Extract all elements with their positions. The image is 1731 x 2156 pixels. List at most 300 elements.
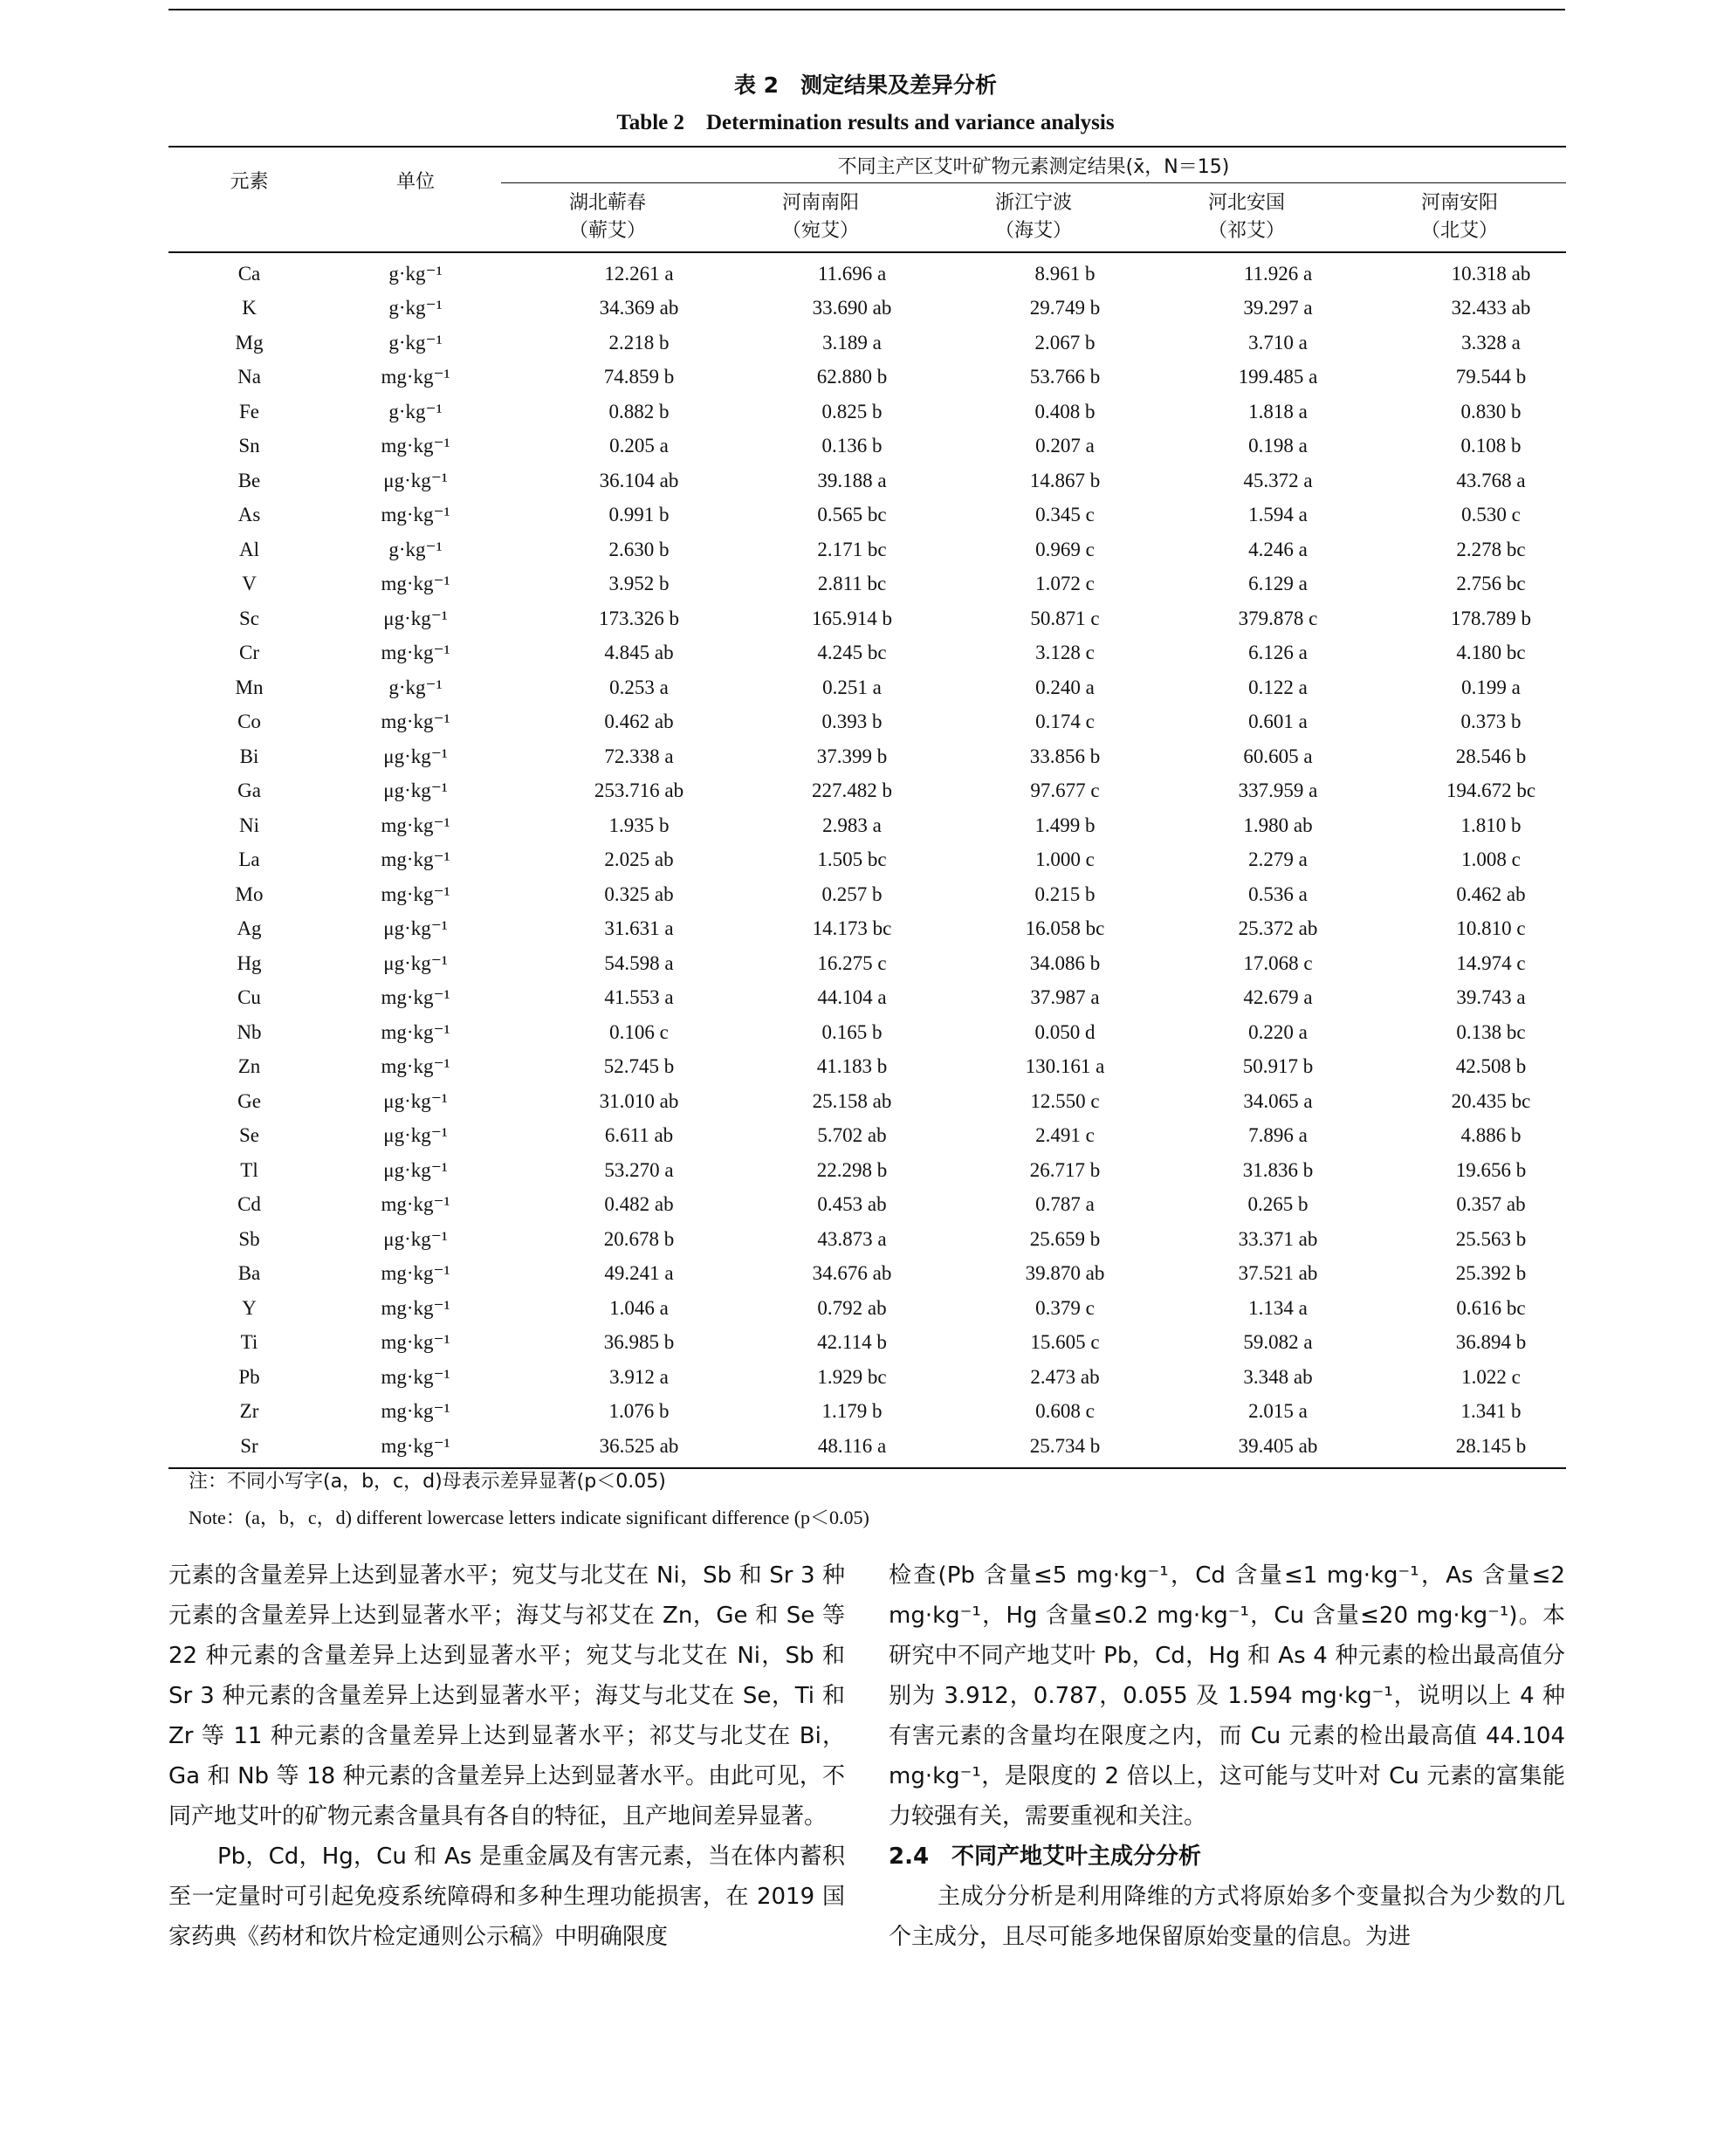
element-cell: Pb xyxy=(238,1365,260,1388)
value-cell: 1.179 b xyxy=(821,1400,883,1423)
unit-cell: μg·kg⁻¹ xyxy=(383,607,448,629)
element-cell: Sr xyxy=(168,1429,330,1468)
element-cell: Ag xyxy=(237,917,262,940)
element-cell: Fe xyxy=(239,400,259,422)
table-row xyxy=(168,1084,1566,1119)
value-cell: 0.969 c xyxy=(1035,538,1095,560)
table-row xyxy=(168,670,1566,705)
section-heading: 2.4 不同产地艾叶主成分分析 xyxy=(889,1844,1202,1870)
value-cell: 10.318 ab xyxy=(1451,262,1531,285)
value-cell: 59.082 a xyxy=(1243,1331,1313,1354)
table-row xyxy=(168,1188,1566,1223)
region-subname: （海艾） xyxy=(994,220,1072,242)
value-cell: 60.605 a xyxy=(1243,745,1313,767)
body-paragraph: Pb，Cd，Hg，Cu 和 As 是重金属及有害元素，当在体内蓄积至一定量时可引起免疫系统障碍和多种生理功能损害，在 2019 国家药典《药材和饮片检定通则公示稿》中明确限度 xyxy=(168,1844,845,1950)
table-row xyxy=(168,601,1566,636)
unit-cell: mg·kg⁻¹ xyxy=(381,573,450,595)
value-cell: 42.114 b xyxy=(817,1331,887,1354)
unit-cell: g·kg⁻¹ xyxy=(388,400,443,422)
unit-cell: mg·kg⁻¹ xyxy=(381,435,450,457)
value-cell: 4.246 a xyxy=(1248,538,1308,560)
value-cell: 41.183 b xyxy=(816,1055,888,1078)
value-cell: 227.482 b xyxy=(812,779,892,802)
value-cell: 2.279 a xyxy=(1248,848,1308,871)
body-paragraph: 检查(Pb 含量≤5 mg·kg⁻¹，Cd 含量≤1 mg·kg⁻¹，As 含量≤2 mg·kg⁻¹，Hg 含量≤0.2 mg·kg⁻¹，Cu 含量≤20 mg·kg⁻¹)。本研究中不同产地艾叶 Pb，Cd，Hg 和 As 4 种元素的检出最高值分别为 3.912，0.787，0.055 及 1.594 mg·kg⁻¹，说明以上 4 种有害元素的含量均在限度之内，而 Cu 元素的检出最高值 44.104 mg·kg⁻¹，是限度的 2 倍以上，这可能与艾叶对 Cu 元素的富集能力较强有关，需要重视和关注。 xyxy=(889,1562,1565,1830)
value-cell: 79.544 b xyxy=(1455,366,1527,388)
value-cell: 33.371 ab xyxy=(1238,1227,1318,1250)
value-cell: 36.104 ab xyxy=(599,469,679,491)
element-cell: Ga xyxy=(237,779,261,802)
value-cell: 0.601 a xyxy=(1248,711,1308,733)
unit-cell: mg·kg⁻¹ xyxy=(381,1296,450,1319)
region-subname: （宛艾） xyxy=(781,220,859,242)
value-cell: 14.867 b xyxy=(1029,469,1101,491)
region-subname: （蕲艾） xyxy=(568,220,646,242)
value-cell: 37.521 ab xyxy=(1238,1262,1318,1285)
value-cell: 1.008 c xyxy=(1461,848,1521,871)
page-top-rule xyxy=(168,9,1565,10)
value-cell: 43.768 a xyxy=(1456,469,1526,491)
value-cell: 0.792 ab xyxy=(817,1296,887,1319)
value-cell: 2.811 bc xyxy=(817,573,887,595)
value-cell: 3.912 a xyxy=(609,1365,669,1388)
value-cell: 54.598 a xyxy=(604,951,674,974)
value-cell: 0.482 ab xyxy=(604,1193,674,1216)
value-cell: 0.207 a xyxy=(1035,435,1095,457)
value-cell: 0.357 ab xyxy=(1456,1193,1526,1216)
value-cell: 25.563 b xyxy=(1455,1227,1527,1250)
value-cell: 39.870 ab xyxy=(1025,1262,1105,1285)
header-region xyxy=(1353,183,1566,253)
table-row xyxy=(168,1222,1566,1257)
value-cell: 2.025 ab xyxy=(604,848,674,871)
value-cell: 0.408 b xyxy=(1034,400,1096,422)
table-row xyxy=(168,252,1566,292)
value-cell: 43.873 a xyxy=(817,1227,887,1250)
value-cell: 28.145 b xyxy=(1353,1429,1566,1468)
value-cell: 0.165 b xyxy=(821,1020,883,1043)
unit-cell: μg·kg⁻¹ xyxy=(383,951,448,974)
value-cell: 2.067 b xyxy=(1034,331,1096,354)
value-cell: 3.348 ab xyxy=(1243,1365,1313,1388)
value-cell: 1.810 b xyxy=(1460,814,1521,836)
value-cell: 39.188 a xyxy=(817,469,887,491)
value-cell: 199.485 a xyxy=(1238,366,1318,388)
header-region xyxy=(714,183,927,253)
table-row xyxy=(168,1291,1566,1326)
table-row xyxy=(168,1257,1566,1292)
value-cell: 130.161 a xyxy=(1025,1055,1105,1078)
value-cell: 165.914 b xyxy=(812,607,892,629)
unit-cell: mg·kg⁻¹ xyxy=(381,986,450,1009)
value-cell: 97.677 c xyxy=(1030,779,1100,802)
unit-cell: mg·kg⁻¹ xyxy=(381,1331,450,1354)
value-cell: 4.180 bc xyxy=(1456,642,1526,664)
value-cell: 0.220 a xyxy=(1248,1020,1308,1043)
value-cell: 53.270 a xyxy=(604,1158,674,1181)
element-cell: Co xyxy=(237,711,261,733)
value-cell: 0.830 b xyxy=(1460,400,1521,422)
unit-cell: mg·kg⁻¹ xyxy=(381,366,450,388)
value-cell: 6.129 a xyxy=(1248,573,1308,595)
value-cell: 337.959 a xyxy=(1238,779,1318,802)
element-cell: V xyxy=(242,573,257,595)
value-cell: 2.278 bc xyxy=(1456,538,1526,560)
value-cell: 2.491 c xyxy=(1035,1124,1095,1147)
element-cell: Ca xyxy=(237,262,261,285)
value-cell: 1.076 b xyxy=(608,1400,670,1423)
table-row xyxy=(168,1395,1566,1430)
unit-cell: μg·kg⁻¹ xyxy=(383,1158,448,1181)
value-cell: 0.393 b xyxy=(821,711,883,733)
value-cell: 2.473 ab xyxy=(1030,1365,1100,1388)
value-cell: 0.251 a xyxy=(822,676,882,698)
unit-cell: mg·kg⁻¹ xyxy=(381,642,450,664)
table-row xyxy=(168,877,1566,912)
value-cell: 0.136 b xyxy=(821,435,883,457)
value-cell: 50.871 c xyxy=(1030,607,1100,629)
value-cell: 11.926 a xyxy=(1243,262,1313,285)
value-cell: 52.745 b xyxy=(603,1055,675,1078)
element-cell: As xyxy=(237,504,261,526)
value-cell: 0.616 bc xyxy=(1456,1296,1526,1319)
table-row xyxy=(168,1429,1566,1468)
element-cell: Hg xyxy=(237,951,262,974)
unit-cell: μg·kg⁻¹ xyxy=(383,779,448,802)
value-cell: 194.672 bc xyxy=(1446,779,1536,802)
element-cell: Zr xyxy=(239,1400,259,1423)
value-cell: 34.065 a xyxy=(1243,1089,1313,1112)
table-row xyxy=(168,395,1566,429)
element-cell: Y xyxy=(242,1296,257,1319)
value-cell: 45.372 a xyxy=(1243,469,1313,491)
value-cell: 1.929 bc xyxy=(817,1365,887,1388)
element-cell: Ni xyxy=(239,814,259,836)
value-cell: 36.985 b xyxy=(603,1331,675,1354)
body-paragraph: 元素的含量差异上达到显著水平；宛艾与北艾在 Ni，Sb 和 Sr 3 种元素的含量差异上达到显著水平；海艾与祁艾在 Zn，Ge 和 Se 等 22 种元素的含量差异上达到显著水平；宛艾与北艾在 Ni，Sb 和 Sr 3 种元素的含量差异上达到显著水平；海艾与北艾在 Se，Ti 和 Zr 等 11 种元素的含量差异上达到显著水平；祁艾与北艾在 Bi，Ga 和 Nb 等 18 种元素的含量差异上达到显著水平。由此可见，不同产地艾叶的矿物元素含量具有各自的特征，且产地间差异显著。 xyxy=(168,1562,845,1830)
value-cell: 3.128 c xyxy=(1035,642,1095,664)
table-row xyxy=(168,532,1566,567)
value-cell: 1.499 b xyxy=(1034,814,1096,836)
element-cell: Cd xyxy=(237,1193,261,1216)
unit-cell: mg·kg⁻¹ xyxy=(330,1429,501,1468)
element-cell: Mg xyxy=(235,331,264,354)
value-cell: 0.198 a xyxy=(1248,435,1308,457)
value-cell: 1.000 c xyxy=(1035,848,1095,871)
body-paragraph: 主成分分析是利用降维的方式将原始多个变量拟合为少数的几个主成分，且尽可能多地保留原始变量的信息。为进 xyxy=(889,1884,1565,1950)
table-row xyxy=(168,429,1566,464)
unit-cell: mg·kg⁻¹ xyxy=(381,1020,450,1043)
table-row xyxy=(168,567,1566,602)
value-cell: 1.980 ab xyxy=(1243,814,1313,836)
value-cell: 28.546 b xyxy=(1455,745,1527,767)
value-cell: 53.766 b xyxy=(1029,366,1101,388)
region-subname: （北艾） xyxy=(1420,220,1498,242)
region-subname: （祁艾） xyxy=(1207,220,1285,242)
value-cell: 17.068 c xyxy=(1243,951,1313,974)
element-cell: Al xyxy=(239,538,259,560)
value-cell: 25.158 ab xyxy=(812,1089,892,1112)
value-cell: 173.326 b xyxy=(599,607,679,629)
value-cell: 3.189 a xyxy=(822,331,882,354)
value-cell: 2.983 a xyxy=(822,814,882,836)
value-cell: 3.952 b xyxy=(608,573,670,595)
value-cell: 44.104 a xyxy=(817,986,887,1009)
value-cell: 39.405 ab xyxy=(1140,1429,1353,1468)
value-cell: 0.199 a xyxy=(1461,676,1521,698)
value-cell: 0.265 b xyxy=(1247,1193,1309,1216)
value-cell: 2.218 b xyxy=(608,331,670,354)
value-cell: 3.710 a xyxy=(1248,331,1308,354)
value-cell: 253.716 ab xyxy=(594,779,684,802)
value-cell: 7.896 a xyxy=(1248,1124,1308,1147)
unit-cell: mg·kg⁻¹ xyxy=(381,1262,450,1285)
value-cell: 48.116 a xyxy=(714,1429,927,1468)
value-cell: 0.253 a xyxy=(609,676,669,698)
value-cell: 379.878 c xyxy=(1238,607,1318,629)
value-cell: 1.022 c xyxy=(1461,1365,1521,1388)
table-row xyxy=(168,808,1566,843)
unit-cell: mg·kg⁻¹ xyxy=(381,711,450,733)
table-caption-en: Table 2 Determination results and variance analysis xyxy=(616,111,1115,134)
header-unit: 单位 xyxy=(330,147,501,252)
value-cell: 25.659 b xyxy=(1029,1227,1101,1250)
value-cell: 39.297 a xyxy=(1243,297,1313,319)
value-cell: 10.810 c xyxy=(1456,917,1526,940)
unit-cell: mg·kg⁻¹ xyxy=(381,882,450,905)
unit-cell: mg·kg⁻¹ xyxy=(381,814,450,836)
value-cell: 0.608 c xyxy=(1035,1400,1095,1423)
value-cell: 4.886 b xyxy=(1460,1124,1521,1147)
element-cell: Zn xyxy=(237,1055,261,1078)
element-cell: Na xyxy=(237,366,261,388)
element-cell: Mo xyxy=(235,882,264,905)
results-table xyxy=(168,146,1566,1469)
value-cell: 34.676 ab xyxy=(812,1262,892,1285)
region-name: 河南南阳 xyxy=(781,192,859,214)
table-row xyxy=(168,292,1566,326)
header-region xyxy=(501,183,714,253)
value-cell: 14.974 c xyxy=(1456,951,1526,974)
value-cell: 0.325 ab xyxy=(604,882,674,905)
value-cell: 37.987 a xyxy=(1030,986,1100,1009)
unit-cell: mg·kg⁻¹ xyxy=(381,1400,450,1423)
unit-cell: g·kg⁻¹ xyxy=(388,538,443,560)
element-cell: Cu xyxy=(237,986,261,1009)
value-cell: 0.122 a xyxy=(1248,676,1308,698)
value-cell: 39.743 a xyxy=(1456,986,1526,1009)
value-cell: 6.126 a xyxy=(1248,642,1308,664)
value-cell: 37.399 b xyxy=(816,745,888,767)
element-cell: La xyxy=(238,848,260,871)
value-cell: 0.215 b xyxy=(1034,882,1096,905)
value-cell: 14.173 bc xyxy=(812,917,892,940)
value-cell: 2.171 bc xyxy=(817,538,887,560)
unit-cell: μg·kg⁻¹ xyxy=(383,1089,448,1112)
element-cell: Bi xyxy=(239,745,259,767)
table-row xyxy=(168,774,1566,809)
value-cell: 33.856 b xyxy=(1029,745,1101,767)
value-cell: 8.961 b xyxy=(1034,262,1096,285)
element-cell: K xyxy=(242,297,257,319)
unit-cell: mg·kg⁻¹ xyxy=(381,848,450,871)
value-cell: 178.789 b xyxy=(1451,607,1531,629)
value-cell: 0.257 b xyxy=(821,882,883,905)
value-cell: 0.882 b xyxy=(608,400,670,422)
value-cell: 34.086 b xyxy=(1029,951,1101,974)
unit-cell: μg·kg⁻¹ xyxy=(383,917,448,940)
unit-cell: mg·kg⁻¹ xyxy=(381,1193,450,1216)
value-cell: 62.880 b xyxy=(816,366,888,388)
header-region xyxy=(927,183,1140,253)
table-row xyxy=(168,326,1566,360)
value-cell: 16.275 c xyxy=(817,951,887,974)
table-note-cn: 注：不同小写字(a，b，c，d)母表示差异显著(p＜0.05) xyxy=(189,1471,666,1493)
value-cell: 31.836 b xyxy=(1242,1158,1314,1181)
value-cell: 0.106 c xyxy=(609,1020,669,1043)
value-cell: 41.553 a xyxy=(604,986,674,1009)
value-cell: 0.345 c xyxy=(1035,504,1095,526)
value-cell: 31.010 ab xyxy=(599,1089,679,1112)
element-cell: Be xyxy=(237,469,261,491)
body-right-column xyxy=(889,1555,1565,1957)
unit-cell: mg·kg⁻¹ xyxy=(381,1365,450,1388)
value-cell: 1.594 a xyxy=(1248,504,1308,526)
value-cell: 22.298 b xyxy=(816,1158,888,1181)
value-cell: 0.373 b xyxy=(1460,711,1521,733)
value-cell: 2.630 b xyxy=(608,538,670,560)
value-cell: 11.696 a xyxy=(817,262,887,285)
element-cell: Cr xyxy=(239,642,259,664)
element-cell: Nb xyxy=(237,1020,262,1043)
value-cell: 0.462 ab xyxy=(604,711,674,733)
value-cell: 0.787 a xyxy=(1035,1193,1095,1216)
value-cell: 0.536 a xyxy=(1248,882,1308,905)
table-note-en: Note：(a，b，c，d) different lowercase letters indicate significant difference (p＜0.05) xyxy=(189,1507,869,1528)
unit-cell: g·kg⁻¹ xyxy=(388,262,443,285)
value-cell: 0.379 c xyxy=(1035,1296,1095,1319)
value-cell: 50.917 b xyxy=(1242,1055,1314,1078)
table-row xyxy=(168,946,1566,981)
element-cell: Ba xyxy=(237,1262,261,1285)
table-row xyxy=(168,636,1566,671)
table-row xyxy=(168,498,1566,533)
value-cell: 0.138 bc xyxy=(1456,1020,1526,1043)
value-cell: 0.453 ab xyxy=(817,1193,887,1216)
body-left-column xyxy=(168,1555,845,1957)
value-cell: 25.734 b xyxy=(927,1429,1140,1468)
unit-cell: μg·kg⁻¹ xyxy=(383,745,448,767)
table-caption-cn: 表 2 测定结果及差异分析 xyxy=(733,72,998,98)
value-cell: 4.845 ab xyxy=(604,642,674,664)
value-cell: 0.565 bc xyxy=(817,504,887,526)
value-cell: 0.205 a xyxy=(609,435,669,457)
value-cell: 25.372 ab xyxy=(1238,917,1318,940)
value-cell: 4.245 bc xyxy=(817,642,887,664)
table-row xyxy=(168,1153,1566,1188)
unit-cell: mg·kg⁻¹ xyxy=(381,1055,450,1078)
value-cell: 1.818 a xyxy=(1248,400,1308,422)
value-cell: 0.530 c xyxy=(1461,504,1521,526)
value-cell: 6.611 ab xyxy=(604,1124,674,1147)
value-cell: 34.369 ab xyxy=(599,297,679,319)
value-cell: 5.702 ab xyxy=(817,1124,887,1147)
value-cell: 2.756 bc xyxy=(1456,573,1526,595)
value-cell: 1.935 b xyxy=(608,814,670,836)
value-cell: 12.261 a xyxy=(604,262,674,285)
table-row xyxy=(168,1326,1566,1361)
table-row xyxy=(168,705,1566,740)
value-cell: 1.046 a xyxy=(609,1296,669,1319)
value-cell: 16.058 bc xyxy=(1025,917,1105,940)
value-cell: 25.392 b xyxy=(1455,1262,1527,1285)
value-cell: 36.894 b xyxy=(1455,1331,1527,1354)
element-cell: Sc xyxy=(239,607,259,629)
unit-cell: mg·kg⁻¹ xyxy=(381,504,450,526)
unit-cell: g·kg⁻¹ xyxy=(388,331,443,354)
value-cell: 36.525 ab xyxy=(501,1429,714,1468)
region-name: 河南安阳 xyxy=(1420,192,1498,214)
value-cell: 1.505 bc xyxy=(817,848,887,871)
header-region xyxy=(1140,183,1353,253)
unit-cell: μg·kg⁻¹ xyxy=(383,469,448,491)
table-row xyxy=(168,1360,1566,1395)
value-cell: 0.462 ab xyxy=(1456,882,1526,905)
table-row xyxy=(168,1015,1566,1050)
value-cell: 32.433 ab xyxy=(1451,297,1531,319)
table-row xyxy=(168,360,1566,395)
value-cell: 1.341 b xyxy=(1460,1400,1521,1423)
value-cell: 74.859 b xyxy=(603,366,675,388)
element-cell: Ti xyxy=(240,1331,258,1354)
value-cell: 0.050 d xyxy=(1034,1020,1096,1043)
element-cell: Tl xyxy=(240,1158,258,1181)
unit-cell: g·kg⁻¹ xyxy=(388,297,443,319)
element-cell: Sn xyxy=(238,435,260,457)
value-cell: 19.656 b xyxy=(1455,1158,1527,1181)
value-cell: 20.435 bc xyxy=(1451,1089,1531,1112)
value-cell: 49.241 a xyxy=(604,1262,674,1285)
value-cell: 1.134 a xyxy=(1248,1296,1308,1319)
table-row xyxy=(168,912,1566,947)
value-cell: 0.825 b xyxy=(821,400,883,422)
value-cell: 0.108 b xyxy=(1460,435,1521,457)
element-cell: Sb xyxy=(238,1227,260,1250)
unit-cell: μg·kg⁻¹ xyxy=(383,1227,448,1250)
unit-cell: μg·kg⁻¹ xyxy=(383,1124,448,1147)
value-cell: 2.015 a xyxy=(1248,1400,1308,1423)
value-cell: 26.717 b xyxy=(1029,1158,1101,1181)
table-row xyxy=(168,843,1566,878)
element-cell: Mn xyxy=(235,676,264,698)
table-row xyxy=(168,1119,1566,1154)
value-cell: 42.679 a xyxy=(1243,986,1313,1009)
value-cell: 3.328 a xyxy=(1461,331,1521,354)
value-cell: 1.072 c xyxy=(1035,573,1095,595)
region-name: 浙江宁波 xyxy=(994,192,1072,214)
region-name: 河北安国 xyxy=(1207,192,1285,214)
unit-cell: g·kg⁻¹ xyxy=(388,676,443,698)
element-cell: Se xyxy=(239,1124,259,1147)
value-cell: 33.690 ab xyxy=(812,297,892,319)
table-row xyxy=(168,463,1566,498)
value-cell: 0.174 c xyxy=(1035,711,1095,733)
value-cell: 0.240 a xyxy=(1035,676,1095,698)
value-cell: 12.550 c xyxy=(1030,1089,1100,1112)
value-cell: 0.991 b xyxy=(608,504,670,526)
header-element: 元素 xyxy=(168,147,330,252)
table-row xyxy=(168,1050,1566,1085)
